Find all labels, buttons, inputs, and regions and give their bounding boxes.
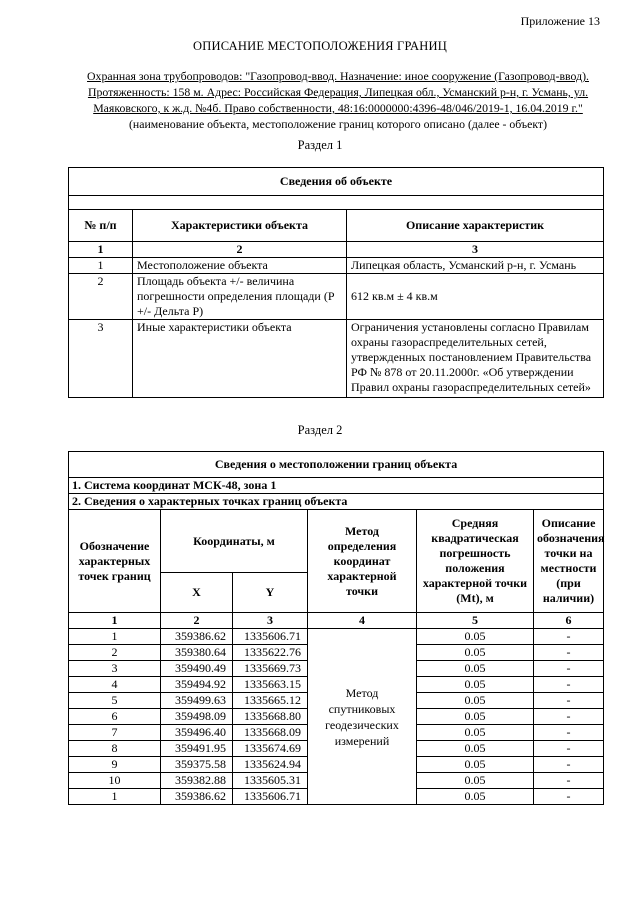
header-location: Описание обозначения точки на местности (при наличии) — [534, 510, 604, 613]
point-error: 0.05 — [417, 645, 534, 661]
system-row — [69, 478, 604, 494]
point-error: 0.05 — [417, 661, 534, 677]
point-error: 0.05 — [417, 725, 534, 741]
point-x: 359386.62 — [161, 629, 233, 645]
index-cell: 4 — [308, 613, 417, 629]
point-x: 359380.64 — [161, 645, 233, 661]
row-desc: 612 кв.м ± 4 кв.м — [347, 274, 604, 320]
point-number: 4 — [69, 677, 161, 693]
point-desc: - — [534, 773, 604, 789]
row-char: Местоположение объекта — [133, 258, 347, 274]
object-description — [74, 68, 602, 132]
row-num: 1 — [69, 258, 133, 274]
point-number: 9 — [69, 757, 161, 773]
point-desc: - — [534, 709, 604, 725]
index-cell: 1 — [69, 242, 133, 258]
coordinate-system: 1. Система координат МСК-48, зона 1 — [69, 478, 604, 494]
row-num: 2 — [69, 274, 133, 320]
table-row — [69, 320, 604, 398]
point-error: 0.05 — [417, 693, 534, 709]
point-number: 10 — [69, 773, 161, 789]
table-title: Сведения об объекте — [69, 168, 604, 196]
spacer-cell — [69, 196, 604, 210]
point-y: 1335622.76 — [233, 645, 308, 661]
point-y: 1335668.80 — [233, 709, 308, 725]
point-x: 359490.49 — [161, 661, 233, 677]
point-y: 1335668.09 — [233, 725, 308, 741]
point-x: 359496.40 — [161, 725, 233, 741]
section1-title: Раздел 1 — [297, 138, 343, 152]
point-error: 0.05 — [417, 789, 534, 805]
index-cell: 2 — [161, 613, 233, 629]
document-title: ОПИСАНИЕ МЕСТОПОЛОЖЕНИЯ ГРАНИЦ — [193, 39, 447, 53]
point-error: 0.05 — [417, 629, 534, 645]
method-cell: Метод спутниковых геодезических измерений — [308, 629, 417, 805]
point-number: 2 — [69, 645, 161, 661]
header-row — [69, 210, 604, 242]
point-desc: - — [534, 757, 604, 773]
row-num: 3 — [69, 320, 133, 398]
table-row — [69, 629, 604, 645]
point-y: 1335605.31 — [233, 773, 308, 789]
index-cell: 3 — [347, 242, 604, 258]
object-line: Маяковского, к ж.д. №4б. Право собственности, 48:16:0000000:4396-48/046/2019-1, 16.04.2019 г." — [93, 101, 583, 115]
row-char: Площадь объекта +/- величина погрешности определения площади (Р +/- Дельта Р) — [133, 274, 347, 320]
point-desc: - — [534, 629, 604, 645]
object-info-table — [68, 167, 604, 398]
point-x: 359491.95 — [161, 741, 233, 757]
point-number: 3 — [69, 661, 161, 677]
point-y: 1335665.12 — [233, 693, 308, 709]
table-title: Сведения о местоположении границ объекта — [69, 452, 604, 478]
point-x: 359494.92 — [161, 677, 233, 693]
point-desc: - — [534, 645, 604, 661]
header-method: Метод определения координат характерной точки — [308, 510, 417, 613]
point-error: 0.05 — [417, 677, 534, 693]
table-row — [69, 274, 604, 320]
row-desc: Ограничения установлены согласно Правилам охраны газораспределительных сетей, утвержденных постановлением Правительства РФ № 878 от 20.11.2000г. «Об утверждении Правил охраны газораспределительных сетей» — [347, 320, 604, 398]
point-desc: - — [534, 725, 604, 741]
row-desc: Липецкая область, Усманский р-н, г. Усмань — [347, 258, 604, 274]
point-number: 1 — [69, 789, 161, 805]
index-cell: 2 — [133, 242, 347, 258]
table-title-row — [69, 168, 604, 196]
header-x: X — [161, 573, 233, 613]
points-title: 2. Сведения о характерных точках границ объекта — [69, 494, 604, 510]
point-x: 359375.58 — [161, 757, 233, 773]
point-desc: - — [534, 741, 604, 757]
header-char: Характеристики объекта — [133, 210, 347, 242]
header-y: Y — [233, 573, 308, 613]
appendix-label: Приложение 13 — [520, 14, 600, 28]
point-x: 359499.63 — [161, 693, 233, 709]
point-number: 5 — [69, 693, 161, 709]
point-y: 1335663.15 — [233, 677, 308, 693]
point-number: 1 — [69, 629, 161, 645]
point-y: 1335606.71 — [233, 629, 308, 645]
index-cell: 5 — [417, 613, 534, 629]
table-title-row — [69, 452, 604, 478]
header-coords: Координаты, м — [161, 510, 308, 573]
boundary-table — [68, 451, 604, 805]
point-error: 0.05 — [417, 757, 534, 773]
row-char: Иные характеристики объекта — [133, 320, 347, 398]
index-cell: 6 — [534, 613, 604, 629]
header-num: № п/п — [69, 210, 133, 242]
object-line: Протяженность: 158 м. Адрес: Российская Федерация, Липецкая обл., Усманский р-н, г. Усмань, ул. — [87, 85, 589, 99]
point-number: 7 — [69, 725, 161, 741]
point-desc: - — [534, 693, 604, 709]
point-error: 0.05 — [417, 741, 534, 757]
index-row — [69, 613, 604, 629]
index-cell: 1 — [69, 613, 161, 629]
point-error: 0.05 — [417, 773, 534, 789]
section2-title: Раздел 2 — [297, 423, 343, 437]
spacer-row — [69, 196, 604, 210]
index-cell: 3 — [233, 613, 308, 629]
points-title-row — [69, 494, 604, 510]
header-desc: Описание характеристик — [347, 210, 604, 242]
point-x: 359498.09 — [161, 709, 233, 725]
point-x: 359386.62 — [161, 789, 233, 805]
point-desc: - — [534, 789, 604, 805]
point-x: 359382.88 — [161, 773, 233, 789]
point-y: 1335624.94 — [233, 757, 308, 773]
point-desc: - — [534, 677, 604, 693]
point-y: 1335606.71 — [233, 789, 308, 805]
object-caption: (наименование объекта, местоположение границ которого описано (далее - объект) — [128, 117, 548, 131]
point-number: 6 — [69, 709, 161, 725]
table-row — [69, 258, 604, 274]
point-desc: - — [534, 661, 604, 677]
point-y: 1335669.73 — [233, 661, 308, 677]
header-error: Средняя квадратическая погрешность положения характерной точки (Mt), м — [417, 510, 534, 613]
point-number: 8 — [69, 741, 161, 757]
point-error: 0.05 — [417, 709, 534, 725]
point-y: 1335674.69 — [233, 741, 308, 757]
object-line: Охранная зона трубопроводов: "Газопровод-ввод. Назначение: иное сооружение (Газопровод-ввод). — [87, 69, 589, 83]
header-row — [69, 510, 604, 573]
header-designation: Обозначение характерных точек границ — [69, 510, 161, 613]
index-row — [69, 242, 604, 258]
